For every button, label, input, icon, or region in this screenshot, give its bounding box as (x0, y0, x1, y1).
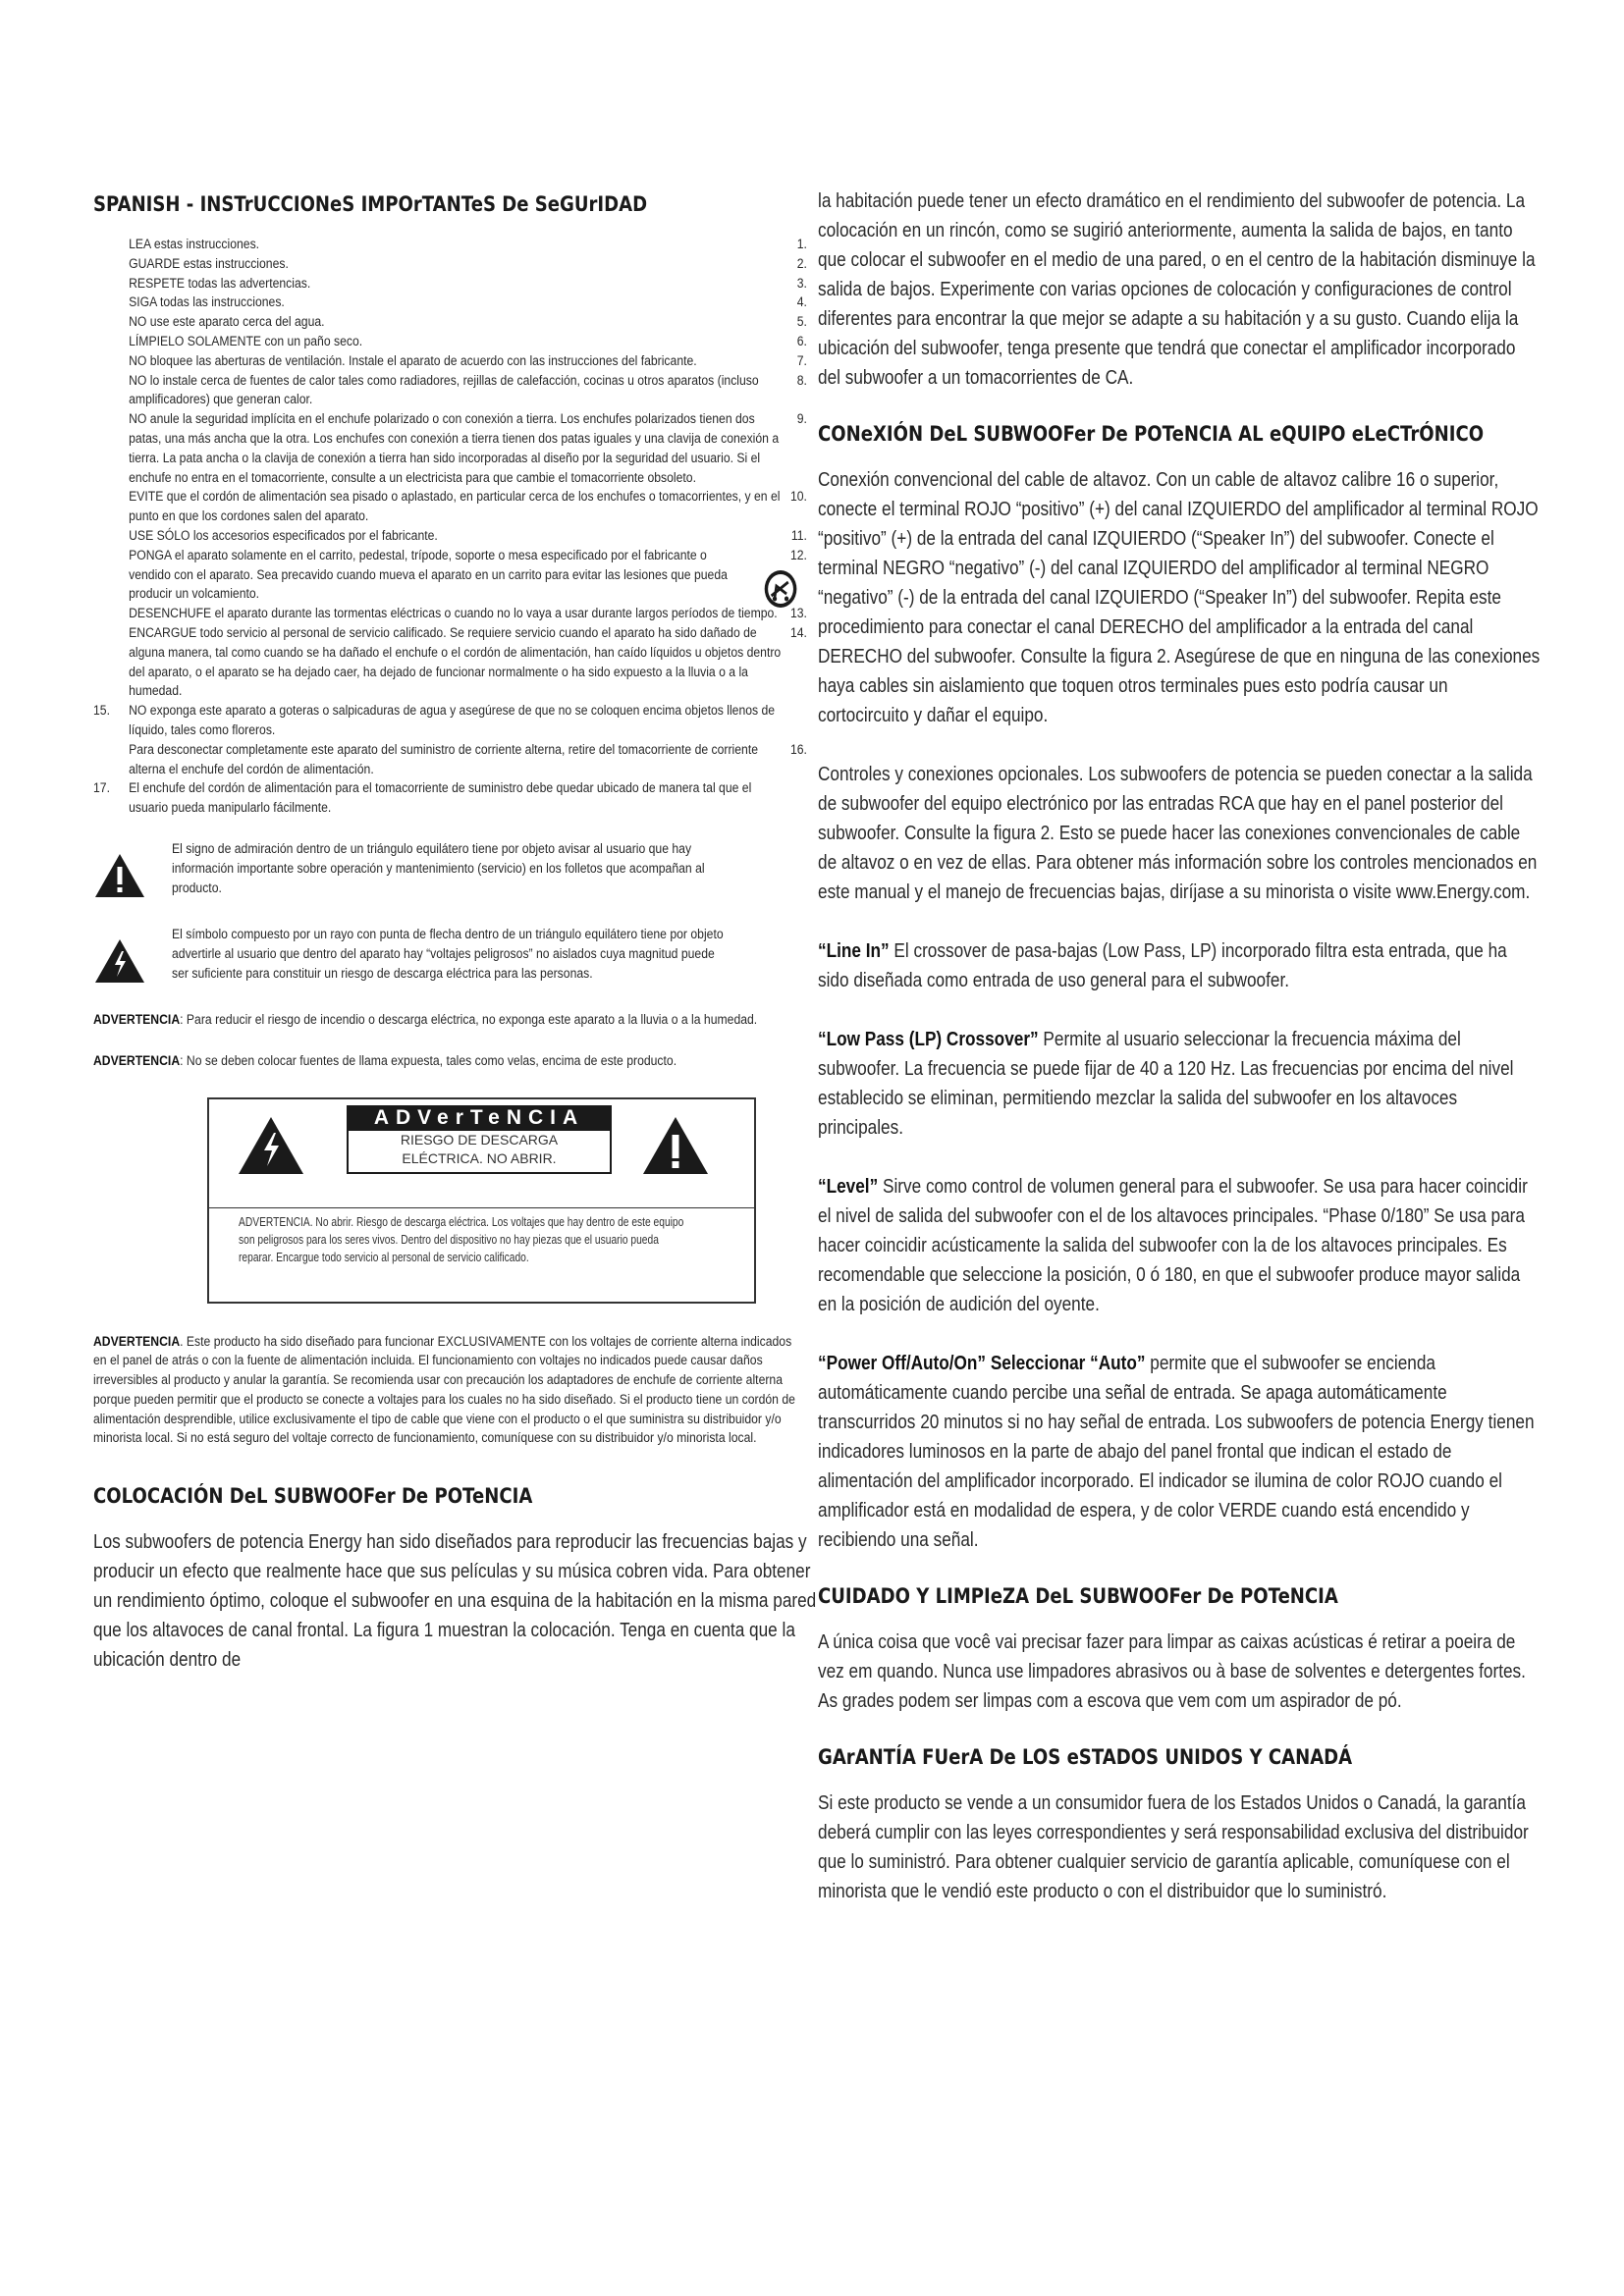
power-text: “Power Off/Auto/On” Seleccionar “Auto” permite que el subwoofer se encienda automáticamente cuando percibe una señal de entrada. Se apaga automáticamente transcurridos 20 minutos si no hay señal de entrada. Los subwoofers de potencia Energy tienen indicadores luminosos en la parte de abajo del panel frontal que indican el estado de alimentación del amplificador incorporado. El indicador se ilumina de color ROJO cuando el amplificador está en modalidad de espera, y de color VERDE cuando está encendido y recibiendo una señal. (818, 1353, 1535, 1551)
lightning-triangle-icon (93, 926, 172, 989)
connection-heading: CONeXIÓN DeL SUBWOOFer De POTeNCIA AL eQUIPO eLeCTrÓNICO (818, 422, 1485, 446)
symbol-lightning-row (93, 926, 815, 989)
safety-item: NO bloquee las aberturas de ventilación. Instale el aparato de acuerdo con las instrucciones del fabricante. 7. (129, 352, 807, 369)
safety-item: 17. El enchufe del cordón de alimentación para el tomacorriente de suministro debe quedar ubicado de manera tal que el usuario pueda manipularlo fácilmente. (93, 780, 752, 817)
exclamation-triangle-icon (93, 840, 172, 904)
safety-list-extra (93, 702, 807, 819)
placement-continued: la habitación puede tener un efecto dramático en el rendimiento del subwoofer de potencia. La colocación en un rincón, como se sugirió anteriormente, aumenta la salida de bajos, en tanto que colocar el subwoofer en el medio de una pared, o en el centro de la habitación disminuye la salida de bajos. Experimente con varias opciones de colocación y configuraciones de control diferentes para encontrar la que mejor se adapte a su habitación y a su gusto. Cuando elija la ubicación del subwoofer, tenga presente que tendrá que conectar el amplificador incorporado del subwoofer a un tomacorrientes de CA. (818, 190, 1536, 389)
label-risk: RIESGO DE DESCARGA ELÉCTRICA. NO ABRIR. (347, 1131, 612, 1174)
safety-item: NO use este aparato cerca del agua. 5. (129, 314, 807, 331)
symbol-lightning-text: El símbolo compuesto por un rayo con punta de flecha dentro de un triángulo equilátero tiene por objeto advertirle al usuario que dentro del aparato hay “voltajes peligrosos” no aislados cuya magnitud puede ser suficiente para constituir un riesgo de descarga eléctrica para las personas. (172, 926, 724, 982)
safety-item: EVITE que el cordón de alimentación sea pisado o aplastado, en particular cerca de los enchufes o tomacorrientes, y en el punto en que los cordones salen del aparato. 10. (129, 489, 807, 525)
safety-heading: SPANISH - INSTrUCCIONeS IMPOrTANTeS De SeGUrIDAD (93, 192, 648, 216)
safety-item: ENCARGUE todo servicio al personal de servicio calificado. Se requiere servicio cuando el aparato ha sido dañado de alguna manera, tal como cuando se ha dañado el enchufe o el cordón de alimentación, han caído líquidos u objetos dentro del aparato, o el aparato se ha dejado caer, ha dejado de funcionar normalmente o ha sido expuesto a la lluvia o a la humedad. 14. (129, 624, 807, 700)
safety-item: NO lo instale cerca de fuentes de calor tales como radiadores, rejillas de calefacción, cocinas u otros aparatos (incluso amplificadores) que generan calor. 8. (129, 372, 807, 408)
care-text: A única coisa que você vai precisar fazer para limpar as caixas acústicas é retirar a poeira de vez em quando. Nunca use limpadores abrasivos ou à base de solventes e detergentes fortes. As grades podem ser limpas com a escova que vem com um aspirador de pó. (818, 1631, 1526, 1712)
care-heading: CUIDADO Y LIMPIeZA DeL SUBWOOFer De POTeNCIA (818, 1584, 1338, 1608)
exclamation-label-icon (641, 1115, 710, 1176)
warning-2: ADVERTENCIA: No se deben colocar fuentes de llama expuesta, tales como velas, encima de este producto. (93, 1052, 677, 1069)
placement-text: Los subwoofers de potencia Energy han sido diseñados para reproducir las frecuencias bajas y producir un efecto que realmente hace que sus películas y su música cobren vida. Para obtener un rendimiento óptimo, coloque el subwoofer en una esquina de la habitación en la misma pared que los altavoces de canal frontal. La figura 1 muestran la colocación. Tenga en cuenta que la ubicación dentro de (93, 1531, 817, 1672)
symbol-exclamation-text: El signo de admiración dentro de un triángulo equilátero tiene por objeto avisar al usuario que hay información importante sobre operación y mantenimiento (servicio) en los folletos que acompañan al producto. (172, 840, 705, 896)
safety-item: Para desconectar completamente este aparato del suministro de corriente alterna, retire del tomacorriente de corriente alterna el enchufe del cordón de alimentación. 16. (129, 741, 807, 777)
safety-item: LEA estas instrucciones. 1. (129, 237, 807, 252)
safety-item: 15. NO exponga este aparato a goteras o salpicaduras de agua y asegúrese de que no se coloquen encima objetos llenos de líquido, tales como floreros. (93, 703, 776, 738)
safety-list (93, 236, 807, 702)
safety-item: USE SÓLO los accesorios especificados por el fabricante. 11. (129, 527, 807, 544)
connection-p2: Controles y conexiones opcionales. Los subwoofers de potencia se pueden conectar a la salida de subwoofer del equipo electrónico por las entradas RCA que hay en el panel posterior del subwoofer. Consulte la figura 2. Esto se puede hacer las conexiones convencionales de cable de altavoz o en vez de ellas. Para obtener más información sobre los controles mencionados en este manual y el manejo de frecuencias bajas, diríjase a su minorista o visite www.Energy.com. (818, 764, 1538, 903)
left-column (93, 192, 815, 1675)
safety-item: NO anule la seguridad implícita en el enchufe polarizado o con conexión a tierra. Los enchufes polarizados tienen dos patas, una más ancha que la otra. Los enchufes con conexión a tierra tienen dos patas iguales y una clavija de conexión a tierra. La pata ancha o la clavija de conexión a tierra han sido incorporadas al diseño por la seguridad del usuario. Si el enchufe no entra en el tomacorriente, consulte a un electricista para que cambie el tomacorriente obsoleto. 9. (129, 411, 807, 486)
label-banner: ADVerTeNCIA (347, 1105, 612, 1131)
safety-item: LÍMPIELO SOLAMENTE con un paño seco. 6. (129, 333, 807, 349)
level-text: “Level” Sirve como control de volumen general para el subwoofer. Se usa para hacer coincidir el nivel de salida del subwoofer con el de los altavoces principales. “Phase 0/180” Se usa para hacer coincidir acústicamente la salida del subwoofer con la de los altavoces principales. Es recomendable que seleccione la posición, 0 ó 180, en que el subwoofer produce mayor salida en la posición de audición del oyente. (818, 1176, 1528, 1315)
warranty-text: Si este producto se vende a un consumidor fuera de los Estados Unidos o Canadá, la garantía deberá cumplir con las leyes correspondientes y será responsabilidad exclusiva del distribuidor que lo suministró. Para obtener cualquier servicio de garantía aplicable, comuníquese con el minorista que le vendió este producto o con el distribuidor que lo suministró. (818, 1792, 1529, 1902)
safety-list-wrap (93, 236, 807, 819)
safety-item: DESENCHUFE el aparato durante las tormentas eléctricas o cuando no lo vaya a usar durante largos períodos de tiempo. 13. (129, 606, 807, 622)
placement-section (93, 1484, 815, 1675)
safety-item: RESPETE todas las advertencias. 3. (129, 275, 807, 292)
warning-label-box (207, 1097, 756, 1304)
symbol-exclamation-row (93, 840, 815, 904)
warranty-heading: GArANTÍA FUerA De LOS eSTADOS UNIDOS Y CANADÁ (818, 1745, 1353, 1769)
right-column (818, 192, 1540, 1936)
connection-p1: Conexión convencional del cable de altavoz. Con un cable de altavoz calibre 16 o superior, conecte el terminal ROJO “positivo” (+) del canal IZQUIERDO del amplificador al terminal ROJO “positivo” (+) de la entrada del canal IZQUIERDO (“Speaker In”) del subwoofer. Conecte el terminal NEGRO “negativo” (-) del canal IZQUIERDO del amplificador al terminal NEGRO “negativo” (-) de la entrada del canal IZQUIERDO (“Speaker In”) del subwoofer. Repita este procedimiento para conectar el canal DERECHO del amplificador a la entrada del canal DERECHO del subwoofer. Consulte la figura 2. Asegúrese de que en ninguna de las conexiones haya cables sin aislamiento que toquen otros terminales pues esto podría causar un cortocircuito y dañar el equipo. (818, 469, 1541, 726)
safety-item: GUARDE estas instrucciones. 2. (129, 255, 807, 272)
label-footnote: ADVERTENCIA. No abrir. Riesgo de descarga eléctrica. Los voltajes que hay dentro de este equipo son peligrosos para los seres vivos. Dentro del dispositivo no hay piezas que el usuario pueda reparar. Encargue todo servicio al personal de servicio calificado. (239, 1214, 684, 1264)
lightning-label-icon (237, 1115, 305, 1176)
line-in-text: “Line In” El crossover de pasa-bajas (Low Pass, LP) incorporado filtra esta entrada, que ha sido diseñada como entrada de uso general para el subwoofer. (818, 940, 1507, 991)
safety-item: SIGA todas las instrucciones. 4. (129, 294, 807, 311)
low-pass-text: “Low Pass (LP) Crossover” Permite al usuario seleccionar la frecuencia máxima del subwoofer. La frecuencia se puede fijar de 40 a 120 Hz. Las frecuencias por encima del nivel establecido se eliminan, permitiendo mezclar la salida del subwoofer en los altavoces principales. (818, 1029, 1514, 1139)
warning-1: ADVERTENCIA: Para reducir el riesgo de incendio o descarga eléctrica, no exponga este aparato a la lluvia o a la humedad. (93, 1011, 758, 1028)
warning-3: ADVERTENCIA. Este producto ha sido diseñado para funcionar EXCLUSIVAMENTE con los voltajes de corriente alterna indicados en el panel de atrás o con la fuente de alimentación incluida. El funcionamiento con voltajes no indicados puede causar daños irreversibles al producto y anular la garantía. Se recomienda usar con precaución los adaptadores de enchufe de corriente alterna porque pueden permitir que el producto se conecte a voltajes para los cuales no ha sido diseñado. Si el producto tiene un cordón de alimentación desprendible, utilice exclusivamente el tipo de cable que viene con el producto o el que suministra su distribuidor y/o minorista local. Si no está seguro del voltaje correcto de funcionamiento, comuníquese con su distribuidor y/o minorista local. (93, 1333, 795, 1447)
safety-item: PONGA el aparato solamente en el carrito, pedestal, trípode, soporte o mesa especificado por el fabricante o vendido con el aparato. Sea precavido cuando mueva el aparato en un carrito para evitar las lesiones que pueda producir un volcamiento. 12. (93, 547, 807, 605)
placement-heading: COLOCACIÓN DeL SUBWOOFer De POTeNCIA (93, 1484, 533, 1509)
